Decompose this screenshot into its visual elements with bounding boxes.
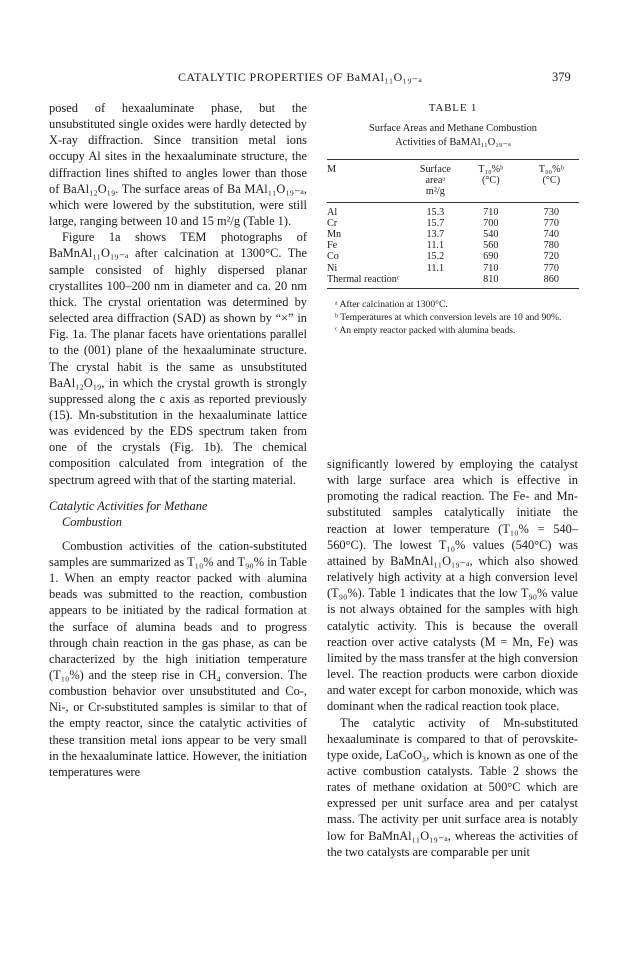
cell-area: 11.1 [426, 262, 445, 274]
section-heading-line: Combustion [62, 514, 122, 529]
table-row [327, 263, 579, 274]
column-header-t10: T₁₀%ᵇ (°C) [478, 164, 504, 187]
cell-area: 11.1 [426, 240, 445, 252]
section-heading [49, 498, 307, 530]
cell-t10: 810 [458, 274, 524, 289]
table-footnotes [327, 299, 579, 337]
cell-area: 15.7 [426, 217, 445, 229]
cell-t10: 540 [483, 229, 499, 241]
footnote: ᵇ Temperatures at which conversion levels are 10 and 90%. [335, 312, 562, 324]
table-caption-line: Activities of BaMAl₁₁O₁₉₋ₐ [395, 136, 511, 148]
paragraph: posed of hexaaluminate phase, but the unsubstituted single oxides were hardly detected by X-ray diffraction. Since transition metal ions occupy Al sites in the hexaaluminate structure, the diffraction lines shifted to angles lower than those of BaAl₁₂O₁₉. The surface areas of Ba MAl₁₁O₁₉₋ₐ, which were lowered by the substitution, were still large, ranging between 10 and 15 m²/g (Table 1). [49, 101, 307, 229]
cell-m: Cr [327, 217, 338, 229]
cell-m: Ni [327, 262, 338, 274]
cell-area [413, 274, 458, 289]
table-caption-line: Surface Areas and Methane Combustion [369, 123, 537, 134]
table-row [327, 240, 579, 251]
table-row [327, 274, 579, 289]
table-row [327, 202, 579, 218]
paragraph: Figure 1a shows TEM photographs of BaMnAl₁₁O₁₉₋ₐ after calcination at 1300°C. The sample consisted of highly dispersed planar crystallites 100–200 nm in diameter and ca. 20 nm thick. The crystal orientation was determined by selected area diffraction (SAD) as shown by “×” in Fig. 1a. The planar facets have orientations parallel to the (001) plane of the hexaaluminate structure. The crystal habit is the same as unsubstituted BaAl₁₂O₁₉, in which the crystal growth is strongly suppressed along the c axis as reported previously (15). Mn-substitution in the hexaaluminate lattice was evidenced by the EDS spectrum taken from one of the crystals (Fig. 1b). The chemical composition calculated from integration of the spectrum agreed with that of the starting material. [49, 230, 307, 487]
cell-t90: 730 [543, 206, 559, 218]
left-column [49, 100, 307, 780]
cell-t90: 860 [524, 274, 579, 289]
table-caption [327, 122, 579, 149]
paragraph: The catalytic activity of Mn-substituted hexaaluminate is compared to that of perovskite-type oxide, LaCoO₃, which is known as one of the active combustion catalysts. Table 2 shows the rates of methane oxidation at 500°C which are expressed per unit surface area and per catalyst mass. The activity per unit surface area is notably low for BaMnAl₁₁O₁₉₋ₐ, whereas the activities of the two catalysts are comparable per unit [327, 715, 578, 859]
page-number: 379 [552, 70, 571, 84]
column-header-t90: T₉₀%ᵇ (°C) [538, 164, 564, 187]
paragraph: significantly lowered by employing the catalyst with large surface area which is effective in promoting the radical reaction. The Fe- and Mn-substituted samples catalytically initiate the reaction at lower temperature (T₁₀% = 540–560°C). The lowest T₁₀% values (540°C) was attained by BaMnAl₁₁O₁₉₋ₐ, which also showed relatively high activity at a high conversion level (T₉₀%). Table 1 indicates that the low T₉₀% value is not always obtained for the samples with high catalytic activity. This is because the overall reaction over active catalysts (M = Mn, Fe) was limited by the mass transfer at the high conversion level. The reaction products were carbon dioxide and water except for carbon monoxide, which was dominant when the radical reaction took place. [327, 457, 578, 714]
cell-t90: 720 [543, 251, 559, 263]
cell-t10: 690 [483, 251, 499, 263]
cell-m: Fe [327, 240, 338, 252]
cell-m: Co [327, 251, 339, 263]
cell-t90: 770 [543, 262, 559, 274]
cell-t10: 560 [483, 240, 499, 252]
table-row [327, 218, 579, 229]
cell-t90: 740 [543, 229, 559, 241]
table-row [327, 229, 579, 240]
cell-m: Al [327, 206, 338, 218]
column-header-surface-area: Surface areaᵃ m²/g [419, 164, 451, 198]
table-1 [327, 102, 579, 338]
cell-area: 13.7 [426, 229, 445, 241]
table-label: TABLE 1 [428, 102, 478, 114]
cell-m: Mn [327, 229, 342, 241]
footnote: ᶜ An empty reactor packed with alumina beads. [335, 325, 516, 337]
paragraph: Combustion activities of the cation-substituted samples are summarized as T₁₀% and T₉₀% in Table 1. When an empty reactor packed with alumina beads was submitted to the reaction, combustion appears to be initiated by the radical formation at the surface of alumina beads and to progress through chain reaction in the gas phase, as can be characterized by the high initiation temperature (T₁₀%) and the steep rise in CH₄ conversion. The combustion behavior over unsubstituted and Co-, Ni-, or Cr-substituted samples is similar to that of the empty reactor, since the catalytic activities of these transition metal ions appear to be very small in the hexaaluminate lattice. However, the initiation temperatures were [49, 538, 307, 779]
running-header [0, 70, 624, 86]
right-column [327, 456, 578, 860]
table-header-row [327, 160, 579, 203]
cell-m: Thermal reactionᶜ [327, 274, 413, 289]
table-row [327, 251, 579, 262]
section-heading-line: Catalytic Activities for Methane [49, 498, 208, 513]
cell-area: 15.3 [426, 206, 445, 218]
running-title: CATALYTIC PROPERTIES OF BaMAl₁₁O₁₉₋ₐ [178, 70, 423, 84]
cell-t10: 710 [483, 206, 499, 218]
footnote: ᵃ After calcination at 1300°C. [335, 299, 448, 311]
cell-t10: 700 [483, 217, 499, 229]
cell-t10: 710 [483, 262, 499, 274]
data-table [327, 159, 579, 289]
cell-t90: 780 [543, 240, 559, 252]
column-header-m: M [327, 164, 337, 175]
cell-t90: 770 [543, 217, 559, 229]
cell-area: 15.2 [426, 251, 445, 263]
